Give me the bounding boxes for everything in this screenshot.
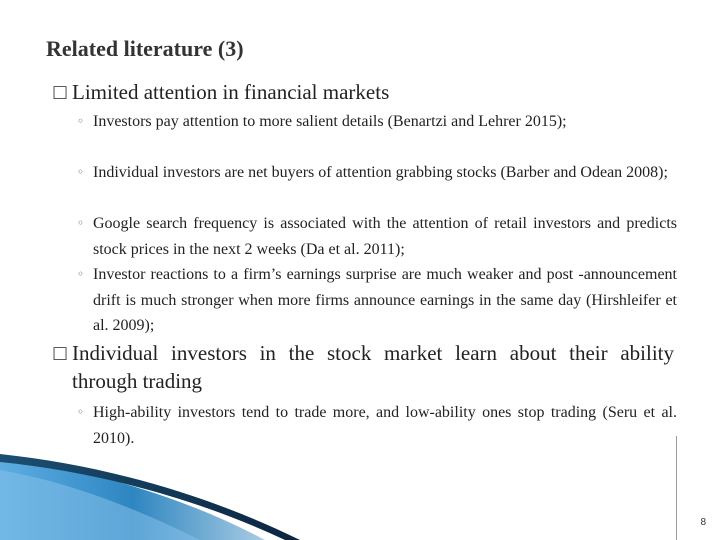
- list-item: [77, 160, 677, 186]
- sub-bullet-icon: ◦: [77, 216, 85, 230]
- slide-title: Related literature (3): [46, 36, 244, 61]
- section-heading-text: Limited attention in financial markets: [72, 80, 390, 104]
- list-item-text: Individual investors are net buyers of attention grabbing stocks (Barber and Odean 2008);: [93, 164, 668, 181]
- list-item-text: Investor reactions to a firm’s earnings surprise are much weaker and post -announcement drift is much stronger when more firms announce earnings in the same day (Hirshleifer et al. 2009);: [93, 266, 677, 334]
- page-number: 8: [700, 517, 706, 528]
- list-item: [77, 211, 677, 262]
- section-heading-1: [52, 78, 674, 106]
- section-heading-text: Individual investors in the stock market learn about their ability through trading: [72, 341, 674, 393]
- bullet-box-icon: □: [52, 82, 69, 102]
- list-item-text: Investors pay attention to more salient details (Benartzi and Lehrer 2015);: [93, 113, 567, 130]
- bullet-box-icon: □: [52, 343, 69, 363]
- list-item-text: High-ability investors tend to trade more, and low-ability ones stop trading (Seru et al. 2010).: [93, 404, 677, 447]
- sub-bullet-icon: ◦: [77, 114, 85, 128]
- decorative-wave: [0, 440, 720, 540]
- sub-bullet-icon: ◦: [77, 165, 85, 179]
- list-item-text: Google search frequency is associated with the attention of retail investors and predicts stock prices in the next 2 weeks (Da et al. 2011);: [93, 215, 677, 258]
- list-item: [77, 109, 677, 135]
- sub-bullet-icon: ◦: [77, 405, 85, 419]
- list-item: [77, 262, 677, 339]
- divider-line: [676, 436, 677, 540]
- sub-bullet-icon: ◦: [77, 267, 85, 281]
- section-heading-2: [52, 339, 674, 395]
